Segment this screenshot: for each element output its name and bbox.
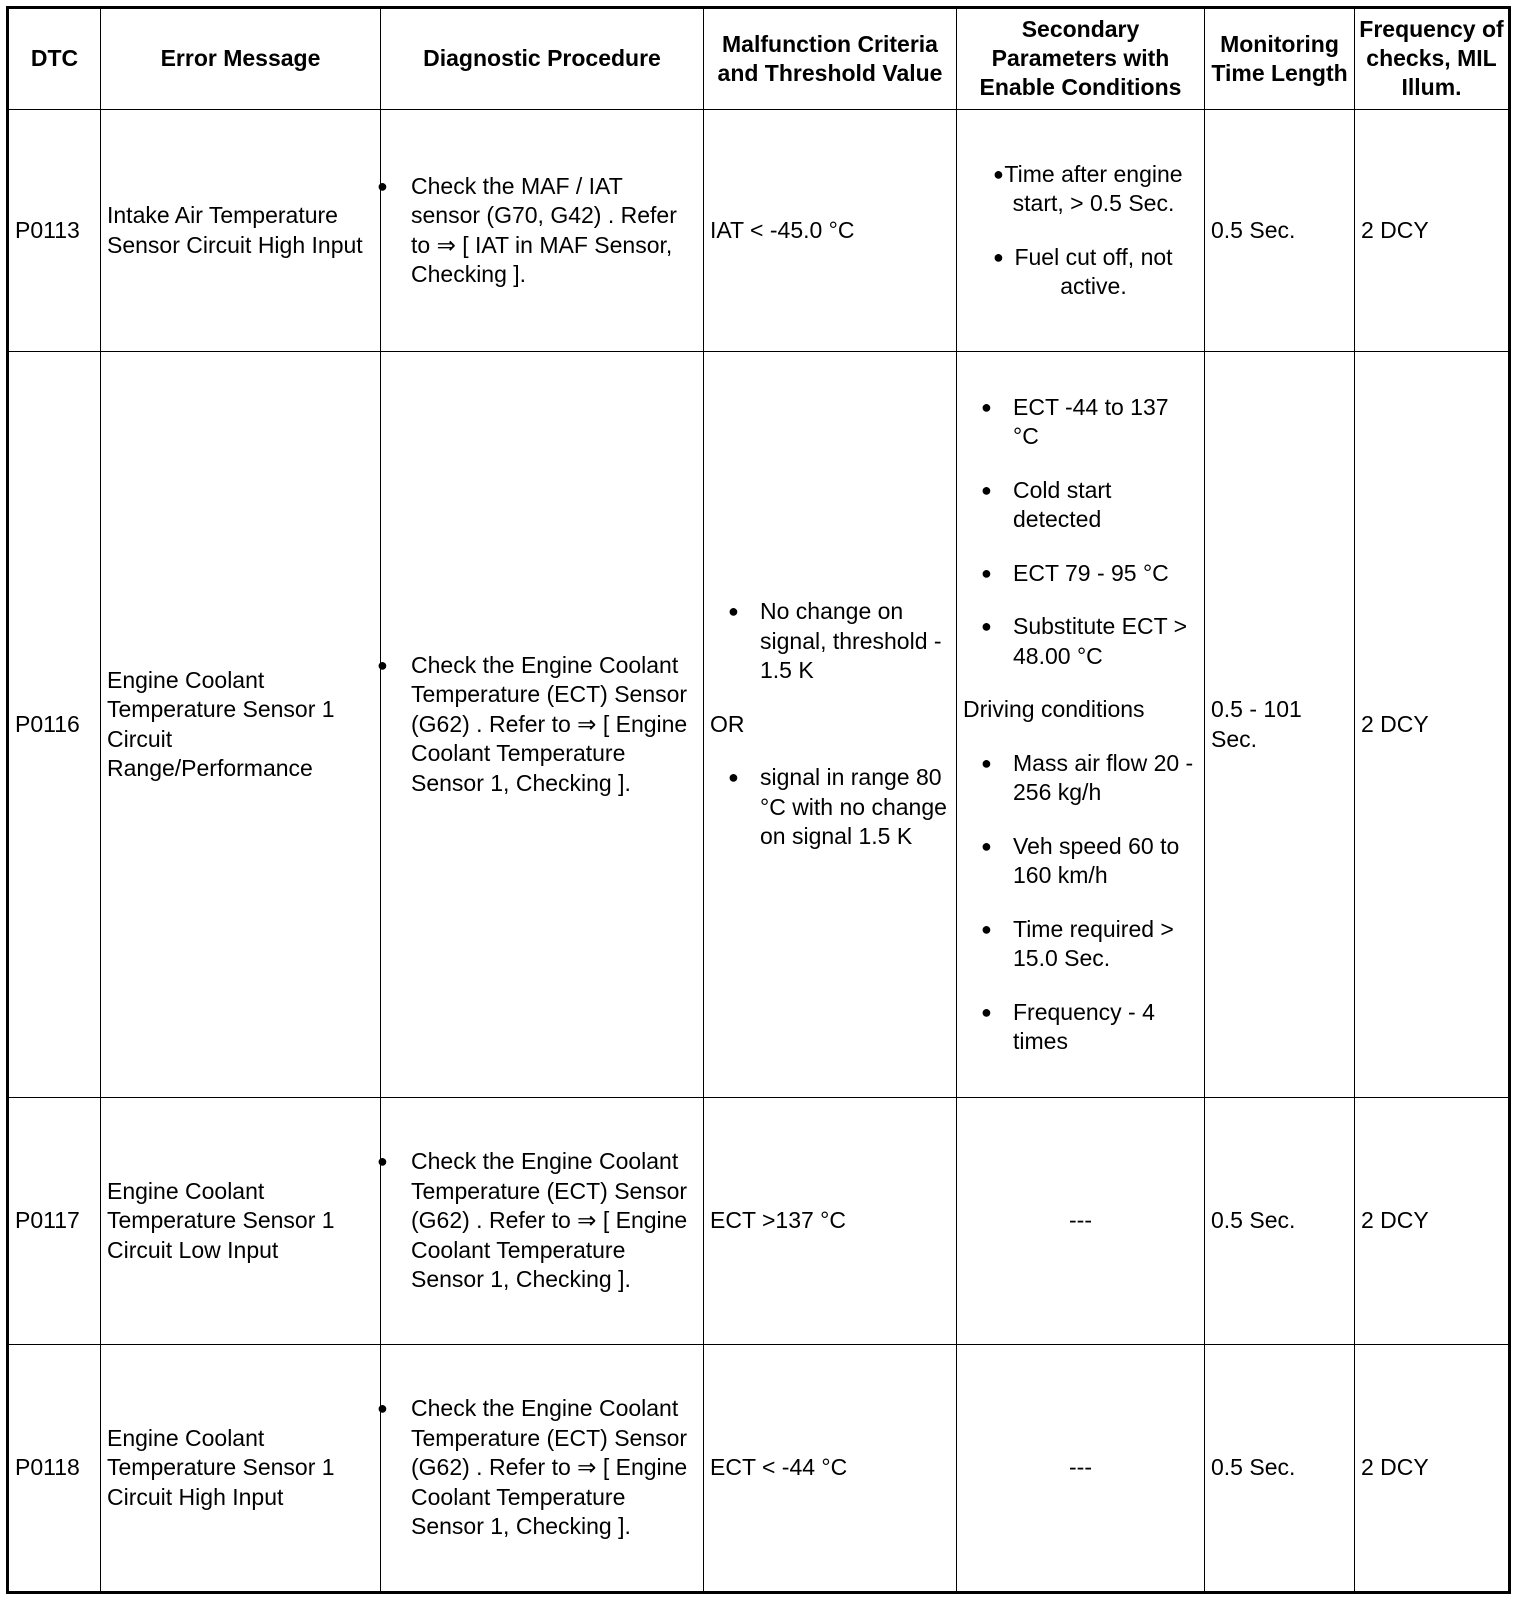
secondary-condition: ● Veh speed 60 to 160 km/h — [963, 832, 1198, 891]
frequency: 2 DCY — [1355, 1345, 1510, 1593]
dtc-code: P0117 — [8, 1097, 101, 1345]
dtc-code: P0113 — [8, 109, 101, 351]
monitoring-time: 0.5 Sec. — [1205, 109, 1355, 351]
error-message: Engine Coolant Temperature Sensor 1 Circuit Low Input — [101, 1097, 381, 1345]
diagnostic-procedure — [381, 1345, 704, 1593]
secondary-condition: ● Cold start detected — [963, 476, 1198, 535]
table-row — [8, 1097, 1510, 1345]
header-diagnostic-procedure: Diagnostic Procedure — [381, 8, 704, 110]
error-message: Engine Coolant Temperature Sensor 1 Circuit Range/Performance — [101, 352, 381, 1098]
malfunction-criteria: ECT < -44 °C — [704, 1345, 957, 1593]
diagnostic-step: ● Check the MAF / IAT sensor (G70, G42) . Refer to ⇒ [ IAT in MAF Sensor, Checking ]. — [387, 172, 697, 290]
secondary-condition: ● Frequency - 4 times — [963, 998, 1198, 1057]
dtc-code: P0118 — [8, 1345, 101, 1593]
secondary-parameters: --- — [957, 1097, 1205, 1345]
malfunction-criteria — [704, 352, 957, 1098]
diagnostic-step: ● Check the Engine Coolant Temperature (ECT) Sensor (G62) . Refer to ⇒ [ Engine Coolant Temperature Sensor 1, Checking ]. — [387, 651, 697, 799]
malfunction-criteria: IAT < -45.0 °C — [704, 109, 957, 351]
monitoring-time: 0.5 Sec. — [1205, 1097, 1355, 1345]
frequency: 2 DCY — [1355, 1097, 1510, 1345]
driving-conditions-label: Driving conditions — [963, 696, 1145, 723]
dtc-table — [6, 6, 1511, 1594]
frequency: 2 DCY — [1355, 352, 1510, 1098]
header-malfunction-criteria: Malfunction Criteria and Threshold Value — [704, 8, 957, 110]
diagnostic-procedure — [381, 352, 704, 1098]
frequency: 2 DCY — [1355, 109, 1510, 351]
secondary-condition: ● Fuel cut off, not active. — [963, 243, 1198, 302]
secondary-parameters: --- — [957, 1345, 1205, 1593]
header-dtc: DTC — [8, 8, 101, 110]
malfunction-condition: ● No change on signal, threshold - 1.5 K — [710, 597, 950, 686]
malfunction-condition: ● signal in range 80 °C with no change on signal 1.5 K — [710, 763, 950, 852]
error-message: Engine Coolant Temperature Sensor 1 Circuit High Input — [101, 1345, 381, 1593]
secondary-condition: ● Time required > 15.0 Sec. — [963, 915, 1198, 974]
secondary-condition: ● ECT -44 to 137 °C — [963, 393, 1198, 452]
table-row — [8, 352, 1510, 1098]
table-row — [8, 1345, 1510, 1593]
diagnostic-procedure — [381, 1097, 704, 1345]
monitoring-time: 0.5 - 101 Sec. — [1205, 352, 1355, 1098]
secondary-parameters — [957, 109, 1205, 351]
header-secondary-parameters: Secondary Parameters with Enable Conditions — [957, 8, 1205, 110]
secondary-condition: ● Mass air flow 20 - 256 kg/h — [963, 749, 1198, 808]
monitoring-time: 0.5 Sec. — [1205, 1345, 1355, 1593]
diagnostic-step: ● Check the Engine Coolant Temperature (ECT) Sensor (G62) . Refer to ⇒ [ Engine Coolant Temperature Sensor 1, Checking ]. — [387, 1147, 697, 1295]
dtc-code: P0116 — [8, 352, 101, 1098]
header-monitoring-time: Monitoring Time Length — [1205, 8, 1355, 110]
header-frequency: Frequency of checks, MIL Illum. — [1355, 8, 1510, 110]
header-error-message: Error Message — [101, 8, 381, 110]
secondary-condition: ● ECT 79 - 95 °C — [963, 559, 1198, 589]
secondary-condition: ● Time after engine start, > 0.5 Sec. — [963, 160, 1198, 219]
table-header-row — [8, 8, 1510, 110]
or-separator: OR — [710, 710, 745, 737]
malfunction-criteria: ECT >137 °C — [704, 1097, 957, 1345]
error-message: Intake Air Temperature Sensor Circuit High Input — [101, 109, 381, 351]
diagnostic-step: ● Check the Engine Coolant Temperature (ECT) Sensor (G62) . Refer to ⇒ [ Engine Coolant Temperature Sensor 1, Checking ]. — [387, 1394, 697, 1542]
diagnostic-procedure — [381, 109, 704, 351]
secondary-condition: ● Substitute ECT > 48.00 °C — [963, 612, 1198, 671]
secondary-parameters — [957, 352, 1205, 1098]
table-row — [8, 109, 1510, 351]
